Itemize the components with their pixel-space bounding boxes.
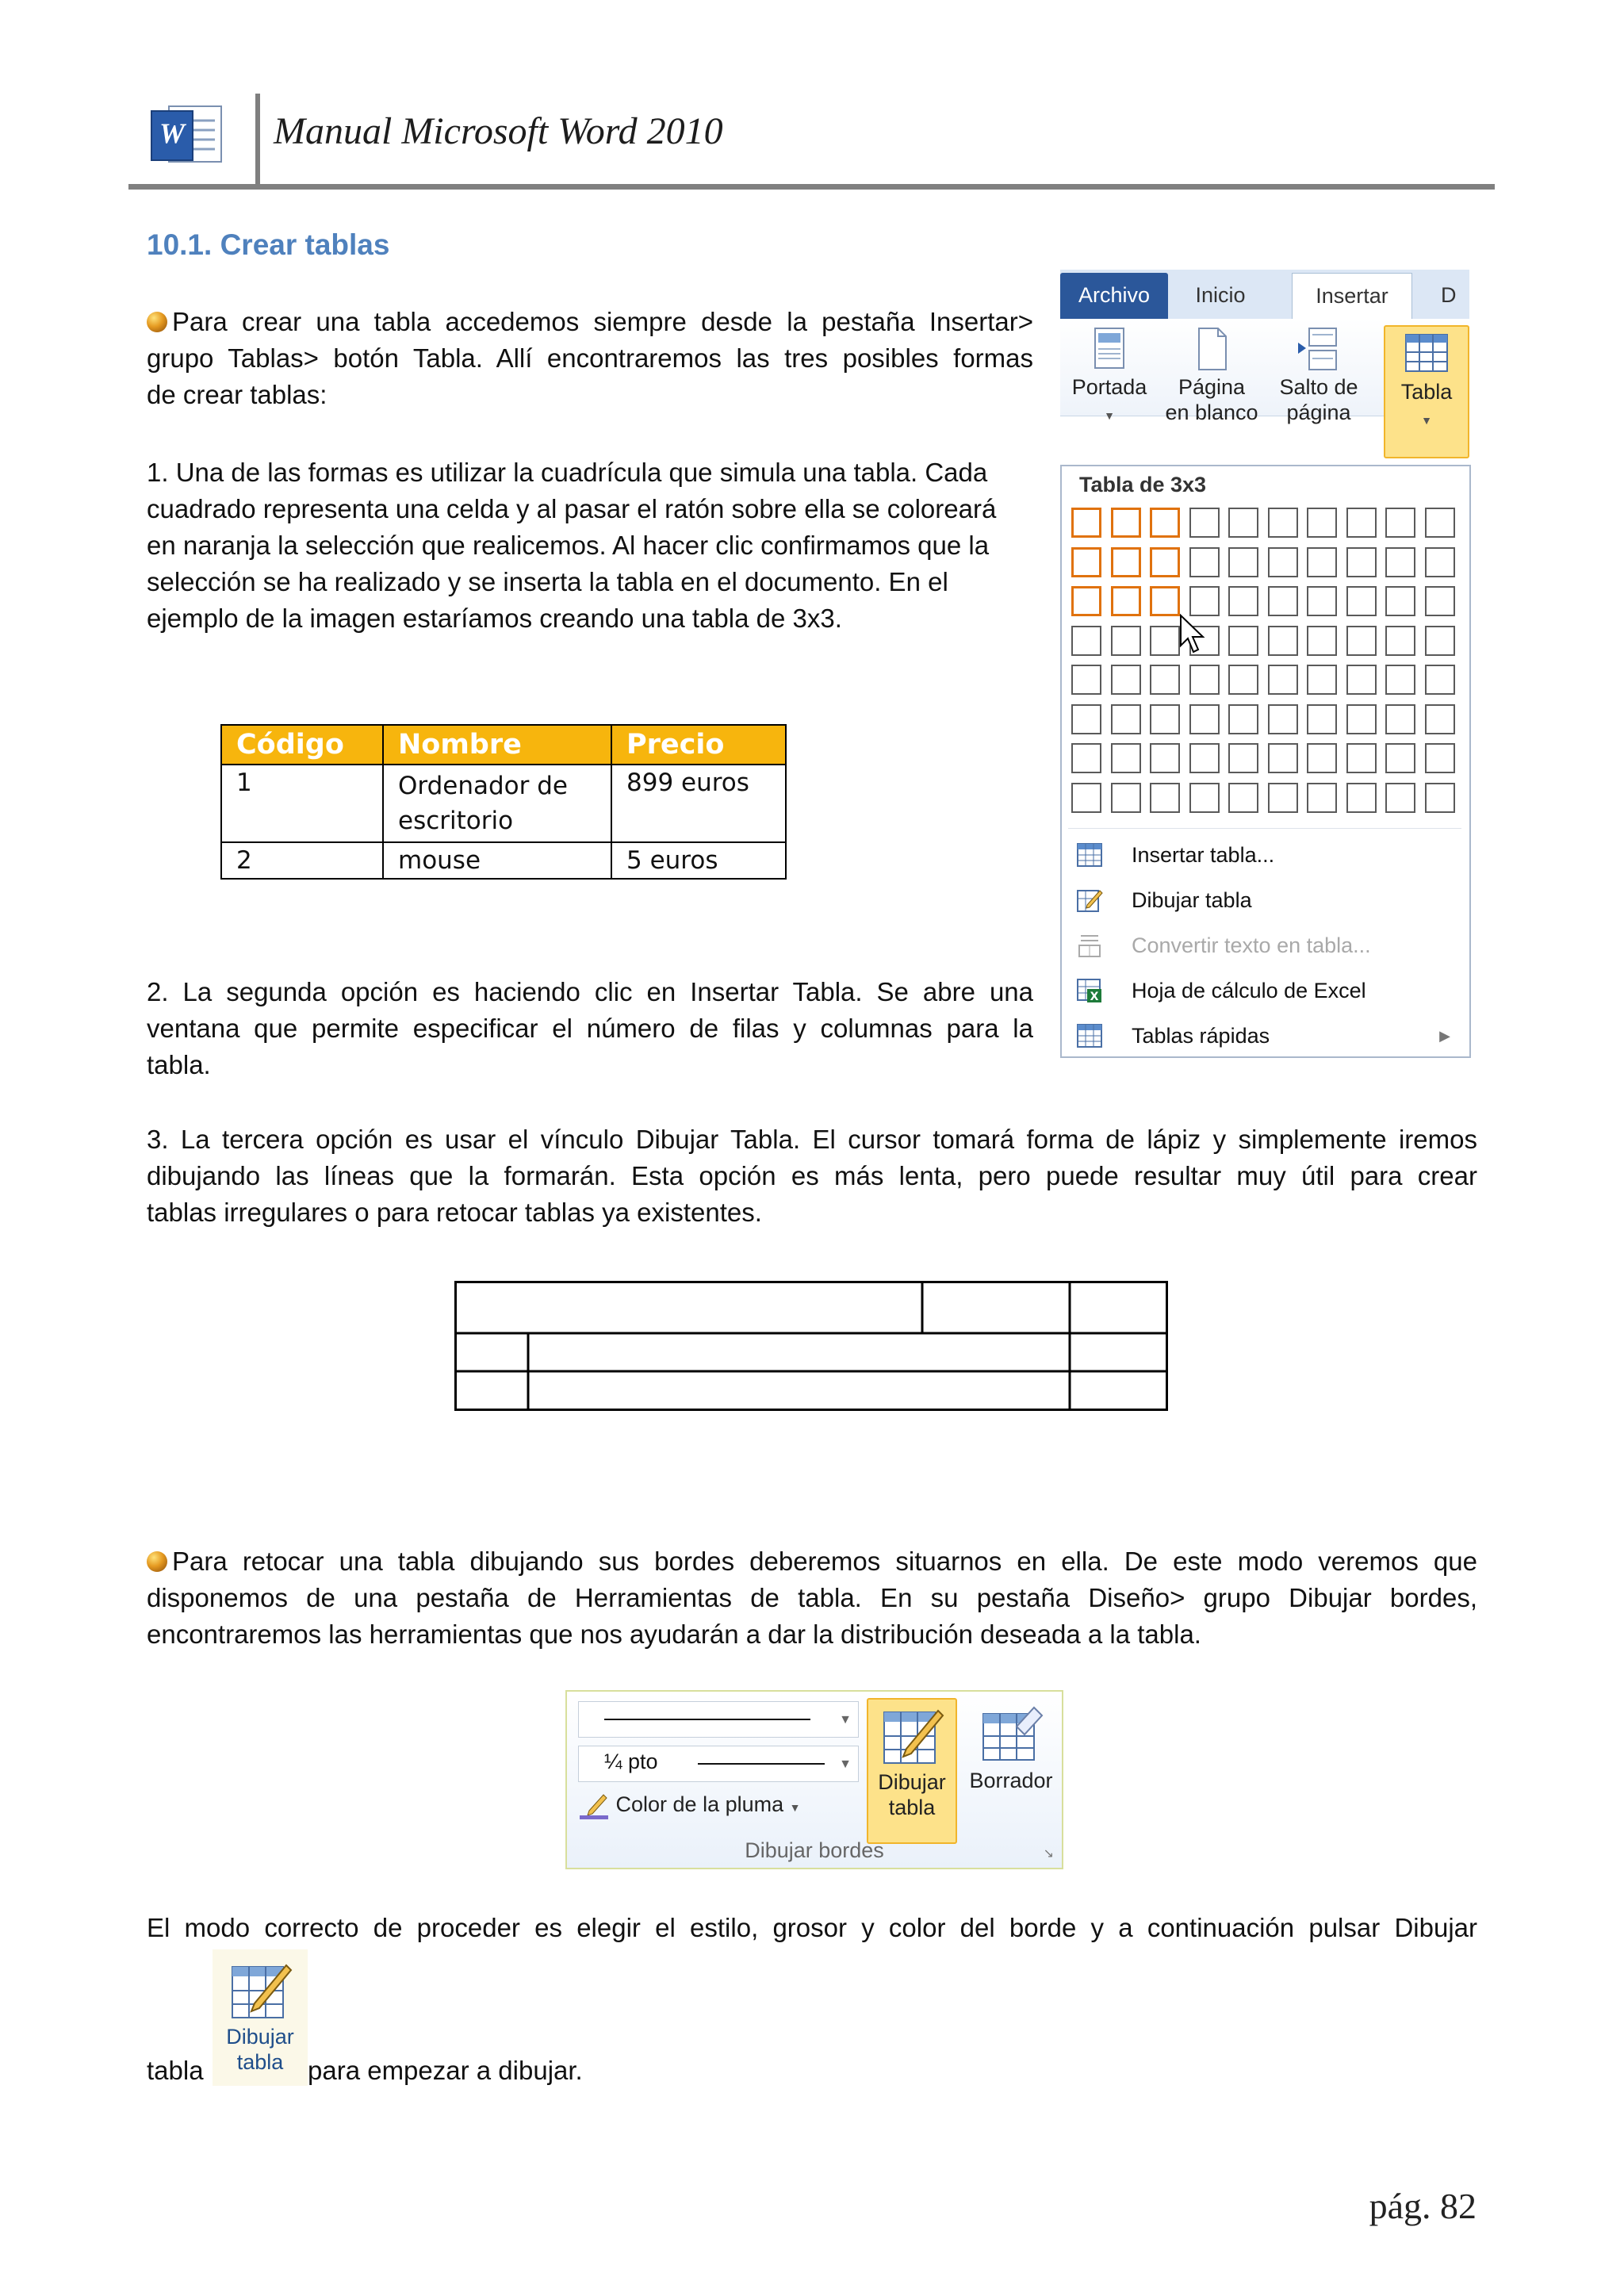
grid-cell[interactable] bbox=[1346, 508, 1377, 538]
menu-item-label: Convertir texto en tabla... bbox=[1132, 933, 1371, 957]
grid-cell[interactable] bbox=[1307, 743, 1337, 773]
option-3-paragraph: 3. La tercera opción es usar el vínculo Dibujar Tabla. El cursor tomará forma de lápiz y simplemente iremos dibujando las líneas que la formarán. Esta opción es más lenta, pero puede resultar muy útil para crear tablas irregulares o para retocar tablas ya existentes. bbox=[147, 1125, 1477, 1227]
grid-size-label: Tabla de 3x3 bbox=[1079, 473, 1207, 496]
dibujar-bordes-group-screenshot bbox=[565, 1690, 1063, 1869]
grid-cell[interactable] bbox=[1189, 743, 1220, 773]
example-product-table bbox=[220, 724, 787, 880]
grid-cell[interactable] bbox=[1150, 508, 1180, 538]
menu-item-label: Hoja de cálculo de Excel bbox=[1132, 979, 1366, 1002]
inline-dibujar-tabla-button bbox=[213, 1949, 308, 2086]
bullet-icon bbox=[147, 1551, 167, 1572]
grid-cell[interactable] bbox=[1228, 508, 1258, 538]
grid-cell[interactable] bbox=[1346, 665, 1377, 695]
line-weight-dropdown[interactable] bbox=[578, 1746, 859, 1782]
chevron-down-icon: ▼ bbox=[1421, 414, 1432, 427]
eraser-icon bbox=[979, 1703, 1044, 1766]
insert-table-icon bbox=[1076, 842, 1103, 868]
table-cell: 899 euros bbox=[611, 765, 786, 842]
ribbon-tab-bar bbox=[1060, 270, 1469, 319]
line-weight-sample bbox=[698, 1763, 825, 1765]
chevron-down-icon: ▼ bbox=[789, 1801, 801, 1814]
bullet-icon bbox=[147, 312, 167, 332]
grid-cell[interactable] bbox=[1307, 783, 1337, 813]
header-rule bbox=[128, 184, 1495, 190]
menu-item-insertar-tabla[interactable] bbox=[1062, 833, 1466, 877]
grid-cell[interactable] bbox=[1346, 626, 1377, 656]
grid-cell[interactable] bbox=[1307, 626, 1337, 656]
ribbon-pages-group bbox=[1060, 319, 1469, 427]
line-style-sample bbox=[604, 1719, 810, 1720]
retocar-paragraph: Para retocar una tabla dibujando sus bordes deberemos situarnos en ella. De este modo veremos que disponemos de una pestaña de Herramientas de tabla. En su pestaña Diseño> grupo Dibujar bordes, encontraremos las herramientas que nos ayudarán a dar la distribución deseada a la tabla. bbox=[147, 1547, 1477, 1649]
grid-cell[interactable] bbox=[1307, 508, 1337, 538]
pen-color-label: Color de la pluma bbox=[615, 1792, 784, 1816]
intro-paragraph: Para crear una tabla accedemos siempre desde la pestaña Insertar> grupo Tablas> botón Tabla. Allí encontraremos las tres posibles formas de crear tablas: bbox=[147, 307, 1033, 409]
menu-item-dibujar-tabla[interactable] bbox=[1062, 878, 1466, 922]
quick-tables-icon bbox=[1076, 1023, 1103, 1048]
submenu-arrow-icon: ▶ bbox=[1439, 1028, 1450, 1044]
grid-cell[interactable] bbox=[1150, 665, 1180, 695]
header-cell: Código bbox=[221, 725, 383, 765]
irregular-drawn-table bbox=[454, 1281, 1168, 1411]
table-row bbox=[221, 842, 786, 879]
grid-cell[interactable] bbox=[1150, 743, 1180, 773]
final-paragraph-line-1: El modo correcto de proceder es elegir el estilo, grosor y color del borde y a continuación pulsar Dibujar bbox=[147, 1913, 1477, 1942]
grid-cell[interactable] bbox=[1111, 665, 1141, 695]
menu-item-hoja-excel[interactable] bbox=[1062, 968, 1466, 1013]
pagina-en-blanco-button[interactable] bbox=[1157, 327, 1266, 425]
dibujar-label-1: Dibujar bbox=[878, 1770, 946, 1794]
tab-more[interactable]: D bbox=[1441, 283, 1457, 307]
pagina-label-1: Página bbox=[1178, 375, 1246, 399]
grid-cell[interactable] bbox=[1189, 547, 1220, 577]
grid-cell[interactable] bbox=[1071, 743, 1101, 773]
grid-cell[interactable] bbox=[1425, 547, 1455, 577]
option-2-paragraph: 2. La segunda opción es haciendo clic en Insertar Tabla. Se abre una ventana que permite especificar el número de filas y columnas para la tabla. bbox=[147, 977, 1033, 1079]
chevron-down-icon: ▼ bbox=[839, 1713, 852, 1727]
menu-item-convertir-texto bbox=[1062, 923, 1466, 968]
borrador-label: Borrador bbox=[969, 1769, 1053, 1792]
grid-cell[interactable] bbox=[1425, 626, 1455, 656]
grid-cell[interactable] bbox=[1071, 665, 1101, 695]
grid-cell[interactable] bbox=[1307, 704, 1337, 734]
pen-color-button[interactable] bbox=[578, 1788, 801, 1820]
grid-cell[interactable] bbox=[1228, 626, 1258, 656]
grid-cell[interactable] bbox=[1268, 743, 1298, 773]
mouse-pointer-icon bbox=[1179, 614, 1206, 655]
line-weight-value: ¼ pto bbox=[604, 1750, 658, 1773]
grid-cell[interactable] bbox=[1071, 586, 1101, 616]
table-cell: 1 bbox=[221, 765, 383, 842]
grid-cell[interactable] bbox=[1385, 743, 1415, 773]
grid-cell[interactable] bbox=[1189, 783, 1220, 813]
grid-cell[interactable] bbox=[1228, 665, 1258, 695]
tab-insertar[interactable]: Insertar bbox=[1292, 273, 1412, 320]
table-grid-dropdown bbox=[1060, 465, 1471, 1058]
tab-inicio[interactable]: Inicio bbox=[1195, 283, 1246, 307]
grid-cell[interactable] bbox=[1268, 626, 1298, 656]
inline-button-label-2: tabla bbox=[236, 2050, 284, 2074]
grid-cell[interactable] bbox=[1268, 586, 1298, 616]
page-number: pág. 82 bbox=[1369, 2186, 1477, 2226]
grid-cell[interactable] bbox=[1307, 547, 1337, 577]
manual-title: Manual Microsoft Word 2010 bbox=[274, 110, 723, 152]
grid-cell[interactable] bbox=[1228, 547, 1258, 577]
grid-cell[interactable] bbox=[1189, 704, 1220, 734]
grid-cell[interactable] bbox=[1150, 586, 1180, 616]
tab-archivo[interactable]: Archivo bbox=[1060, 273, 1168, 319]
grid-cell[interactable] bbox=[1268, 665, 1298, 695]
dibujar-tabla-button[interactable] bbox=[867, 1698, 957, 1844]
grid-cell[interactable] bbox=[1346, 743, 1377, 773]
grid-cell[interactable] bbox=[1228, 743, 1258, 773]
blank-page-icon bbox=[1194, 327, 1229, 371]
grid-cell[interactable] bbox=[1071, 626, 1101, 656]
table-header-row bbox=[221, 725, 786, 765]
menu-item-label: Insertar tabla... bbox=[1132, 843, 1275, 867]
excel-sheet-icon bbox=[1076, 978, 1103, 1003]
grid-cell[interactable] bbox=[1228, 586, 1258, 616]
grid-cell[interactable] bbox=[1189, 586, 1220, 616]
header-divider bbox=[255, 94, 260, 189]
grid-cell[interactable] bbox=[1111, 508, 1141, 538]
draw-table-icon bbox=[1076, 887, 1103, 913]
dibujar-label-2: tabla bbox=[888, 1796, 936, 1819]
portada-button[interactable] bbox=[1062, 327, 1157, 428]
draw-table-icon bbox=[228, 1959, 293, 2022]
grid-cell[interactable] bbox=[1385, 704, 1415, 734]
final-word-before: tabla bbox=[147, 2056, 204, 2085]
grid-cell[interactable] bbox=[1268, 783, 1298, 813]
grid-cell[interactable] bbox=[1268, 508, 1298, 538]
grid-cell[interactable] bbox=[1385, 783, 1415, 813]
grid-cell[interactable] bbox=[1071, 508, 1101, 538]
grid-cell[interactable] bbox=[1228, 783, 1258, 813]
tabla-label: Tabla bbox=[1400, 380, 1453, 404]
chevron-down-icon: ▼ bbox=[1104, 409, 1115, 422]
salto-label-2: página bbox=[1286, 401, 1351, 424]
table-cell: Ordenador de escritorio bbox=[383, 765, 611, 842]
grid-cell[interactable] bbox=[1150, 626, 1180, 656]
grid-cell[interactable] bbox=[1150, 547, 1180, 577]
grid-cell[interactable] bbox=[1346, 704, 1377, 734]
section-heading: 10.1. Crear tablas bbox=[147, 228, 390, 261]
menu-item-label: Tablas rápidas bbox=[1132, 1024, 1270, 1048]
pagina-label-2: en blanco bbox=[1165, 401, 1258, 424]
grid-cell[interactable] bbox=[1189, 665, 1220, 695]
menu-separator bbox=[1068, 828, 1461, 829]
grid-cell[interactable] bbox=[1268, 547, 1298, 577]
dialog-launcher-icon[interactable]: ↘ bbox=[1043, 1847, 1054, 1861]
menu-item-tablas-rapidas[interactable] bbox=[1062, 1014, 1466, 1058]
convert-text-icon bbox=[1076, 933, 1103, 958]
svg-text:W: W bbox=[159, 117, 186, 149]
table-row bbox=[221, 765, 786, 842]
grid-cell[interactable] bbox=[1150, 783, 1180, 813]
grid-cell[interactable] bbox=[1111, 547, 1141, 577]
pen-color-icon bbox=[578, 1792, 610, 1820]
cover-page-icon bbox=[1092, 327, 1127, 371]
grid-cell[interactable] bbox=[1228, 704, 1258, 734]
group-label: Dibujar bordes bbox=[745, 1838, 884, 1862]
grid-cell[interactable] bbox=[1346, 586, 1377, 616]
grid-cell[interactable] bbox=[1346, 547, 1377, 577]
chevron-down-icon: ▼ bbox=[839, 1757, 852, 1771]
table-cell: 2 bbox=[221, 842, 383, 879]
word-logo-icon bbox=[147, 102, 226, 168]
grid-cell[interactable] bbox=[1111, 743, 1141, 773]
grid-cell[interactable] bbox=[1307, 665, 1337, 695]
tabla-button[interactable] bbox=[1384, 325, 1469, 458]
salto-label-1: Salto de bbox=[1279, 375, 1358, 399]
grid-cell[interactable] bbox=[1111, 626, 1141, 656]
grid-cell[interactable] bbox=[1150, 704, 1180, 734]
table-cell: 5 euros bbox=[611, 842, 786, 879]
header-cell: Nombre bbox=[383, 725, 611, 765]
borrador-button[interactable] bbox=[960, 1698, 1062, 1841]
table-icon bbox=[1403, 332, 1450, 376]
grid-cell[interactable] bbox=[1385, 626, 1415, 656]
grid-cell[interactable] bbox=[1425, 704, 1455, 734]
grid-cell[interactable] bbox=[1346, 783, 1377, 813]
header-cell: Precio bbox=[611, 725, 786, 765]
table-cell: mouse bbox=[383, 842, 611, 879]
grid-cell[interactable] bbox=[1425, 508, 1455, 538]
option-1-paragraph: 1. Una de las formas es utilizar la cuadrícula que simula una tabla. Cada cuadrado representa una celda y al pasar el ratón sobre ella se coloreará en naranja la selección que realicemos. Al hacer clic confirmamos que la selección se ha realizado y se inserta la tabla en el documento. En el ejemplo de la imagen estaríamos creando una tabla de 3x3. bbox=[147, 458, 997, 633]
final-words-after: para empezar a dibujar. bbox=[308, 2056, 583, 2085]
grid-cell[interactable] bbox=[1111, 586, 1141, 616]
grid-cell[interactable] bbox=[1385, 508, 1415, 538]
grid-cell[interactable] bbox=[1189, 508, 1220, 538]
grid-cell[interactable] bbox=[1307, 586, 1337, 616]
grid-cell[interactable] bbox=[1425, 743, 1455, 773]
salto-de-pagina-button[interactable] bbox=[1268, 327, 1369, 425]
grid-cell[interactable] bbox=[1111, 704, 1141, 734]
menu-item-label: Dibujar tabla bbox=[1132, 888, 1252, 912]
grid-cell[interactable] bbox=[1385, 586, 1415, 616]
grid-cell[interactable] bbox=[1425, 783, 1455, 813]
grid-cell[interactable] bbox=[1385, 547, 1415, 577]
draw-table-icon bbox=[879, 1704, 944, 1768]
svg-text:X: X bbox=[1090, 991, 1099, 1003]
ribbon-insert-table-screenshot bbox=[1060, 270, 1469, 1055]
grid-cell[interactable] bbox=[1385, 665, 1415, 695]
grid-cell[interactable] bbox=[1071, 783, 1101, 813]
inline-button-label-1: Dibujar bbox=[226, 2025, 294, 2049]
portada-label: Portada bbox=[1071, 375, 1147, 399]
grid-cell[interactable] bbox=[1425, 665, 1455, 695]
line-style-dropdown[interactable] bbox=[578, 1701, 859, 1738]
grid-cell[interactable] bbox=[1111, 783, 1141, 813]
grid-cell[interactable] bbox=[1425, 586, 1455, 616]
grid-cell[interactable] bbox=[1268, 704, 1298, 734]
page-break-icon bbox=[1297, 327, 1341, 371]
grid-cell[interactable] bbox=[1071, 704, 1101, 734]
grid-cell[interactable] bbox=[1071, 547, 1101, 577]
